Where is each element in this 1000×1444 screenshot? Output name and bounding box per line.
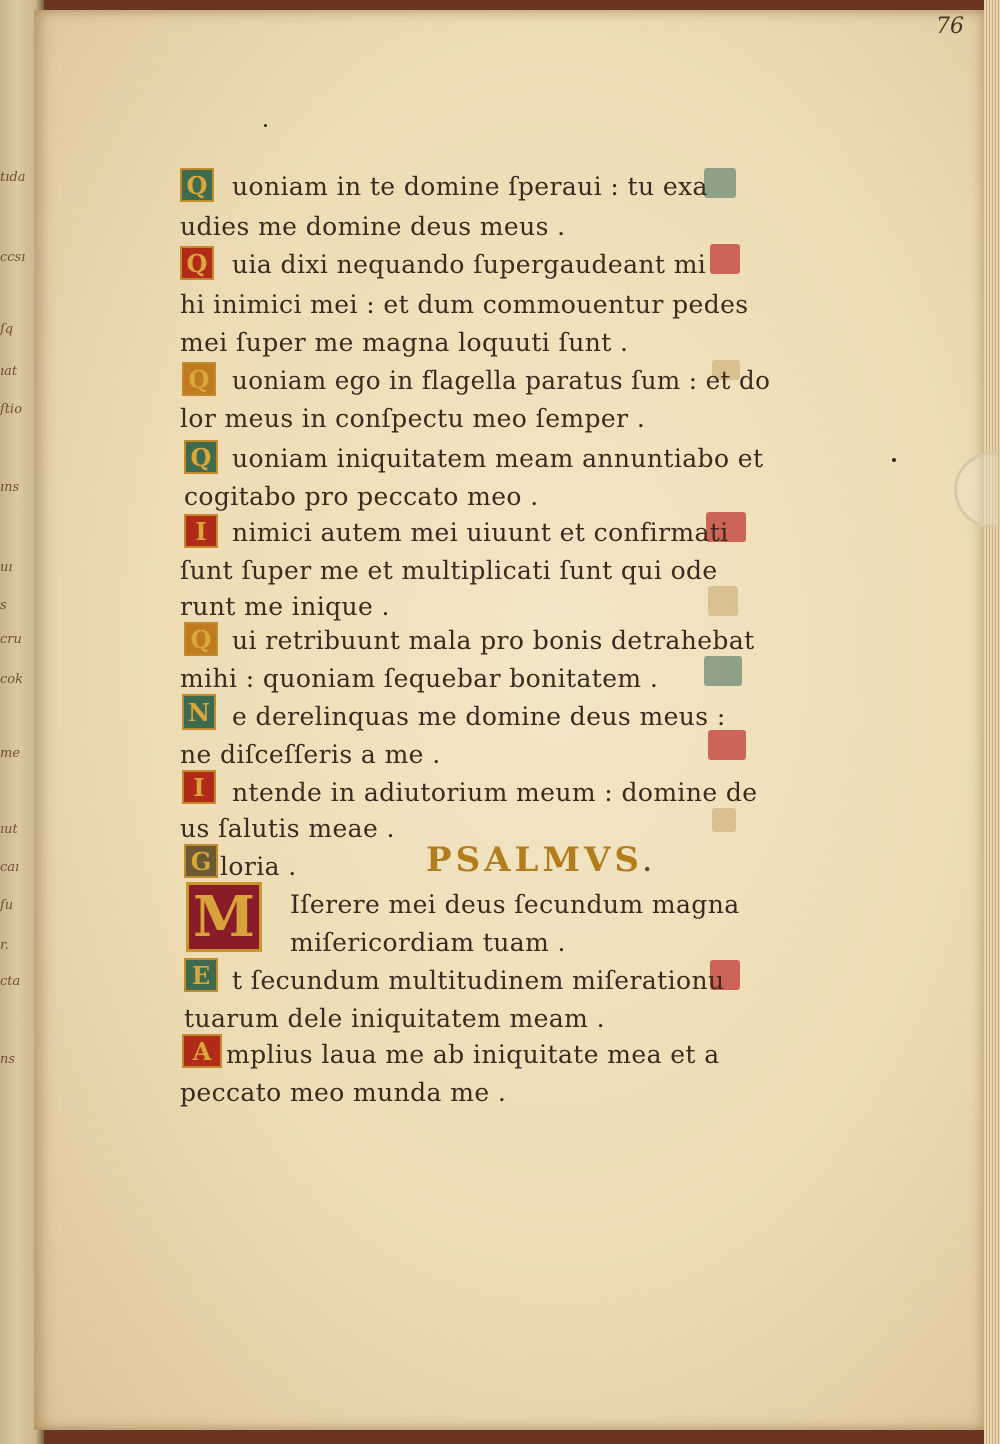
text-line: runt me inique . [180,592,390,621]
illuminated-initial: E [184,958,218,992]
text-line: us ſalutis meae . [180,814,395,843]
illuminated-initial: Q [184,622,218,656]
illuminated-initial: Q [180,168,214,202]
prev-page-fragment: ıat [0,364,18,379]
text-line: uoniam in te domine ſperaui : tu exa [232,172,708,201]
text-line: cogitabo pro peccato meo . [184,482,539,511]
text-line: lor meus in conſpectu meo ſemper . [180,404,646,433]
folio-number: 76 [936,14,964,39]
text-line: mihi : quoniam ſequebar bonitatem . [180,664,659,693]
prev-page-fragment: ıns [0,480,20,495]
text-line: nimici autem mei uiuunt et confirmati [232,518,729,547]
prev-page-fragment: ıut [0,822,18,837]
text-line: peccato meo munda me . [180,1078,507,1107]
text-line: uia dixi nequando ſupergaudeant mi [232,250,707,279]
psalm-heading-text: PSALMVS [426,840,643,880]
prev-page-fragment: cta [0,974,21,989]
illuminated-initial: G [184,844,218,878]
text-line: hi inimici mei : et dum commouentur pedes [180,290,749,319]
illuminated-initial: N [182,694,216,730]
illuminated-initial: A [182,1034,222,1068]
prev-page-fragment: r. [0,938,9,953]
illuminated-initial: Q [182,362,216,396]
prev-page-fragment: uı [0,560,13,575]
text-line: ui retribuunt mala pro bonis detrahebat [232,626,755,655]
prev-page-fragment: ns [0,1052,16,1067]
text-line: mplius laua me ab iniquitate mea et a [226,1040,720,1069]
prev-page-fragment: ſtio [0,402,23,417]
text-line: miſericordiam tuam . [290,928,566,957]
prev-page-fragment: cru [0,632,22,647]
illuminated-initial: Q [180,246,214,280]
text-line: e derelinquas me domine deus meus : [232,702,726,731]
illuminated-initial: I [184,514,218,548]
prev-page-fragment: me [0,746,21,761]
prev-page-fragment: tıda [0,170,26,185]
prev-page-fragment: ccsı [0,250,26,265]
illuminated-initial: I [182,770,216,804]
prev-page-fragment: ſu [0,898,14,913]
psalm-heading-end: . [642,848,656,877]
text-line: ne diſceſſeris a me . [180,740,441,769]
text-line: uoniam iniquitatem meam annuntiabo et [232,444,764,473]
psalm-heading [426,840,655,880]
prev-page-fragment: ſq [0,322,14,337]
text-line: tuarum dele iniquitatem meam . [184,1004,605,1033]
prev-page-fragment: caı [0,860,20,875]
illuminated-initial: Q [184,440,218,474]
text-line: ntende in adiutorium meum : domine de [232,778,758,807]
text-line: udies me domine deus meus . [180,212,566,241]
text-line: mei ſuper me magna loquuti ſunt . [180,328,629,357]
prev-page-fragment: cok [0,672,23,687]
text-line: t ſecundum multitudinem miſerationu [232,966,725,995]
prev-page-fragment: s [0,598,7,613]
text-line: Iſerere mei deus ſecundum magna [290,890,740,919]
text-line: uoniam ego in flagella paratus ſum : et do [232,366,771,395]
text-line: loria . [220,852,297,881]
text-line: ſunt ſuper me et multiplicati ſunt qui ode [180,556,718,585]
large-illuminated-initial: M [186,882,262,952]
